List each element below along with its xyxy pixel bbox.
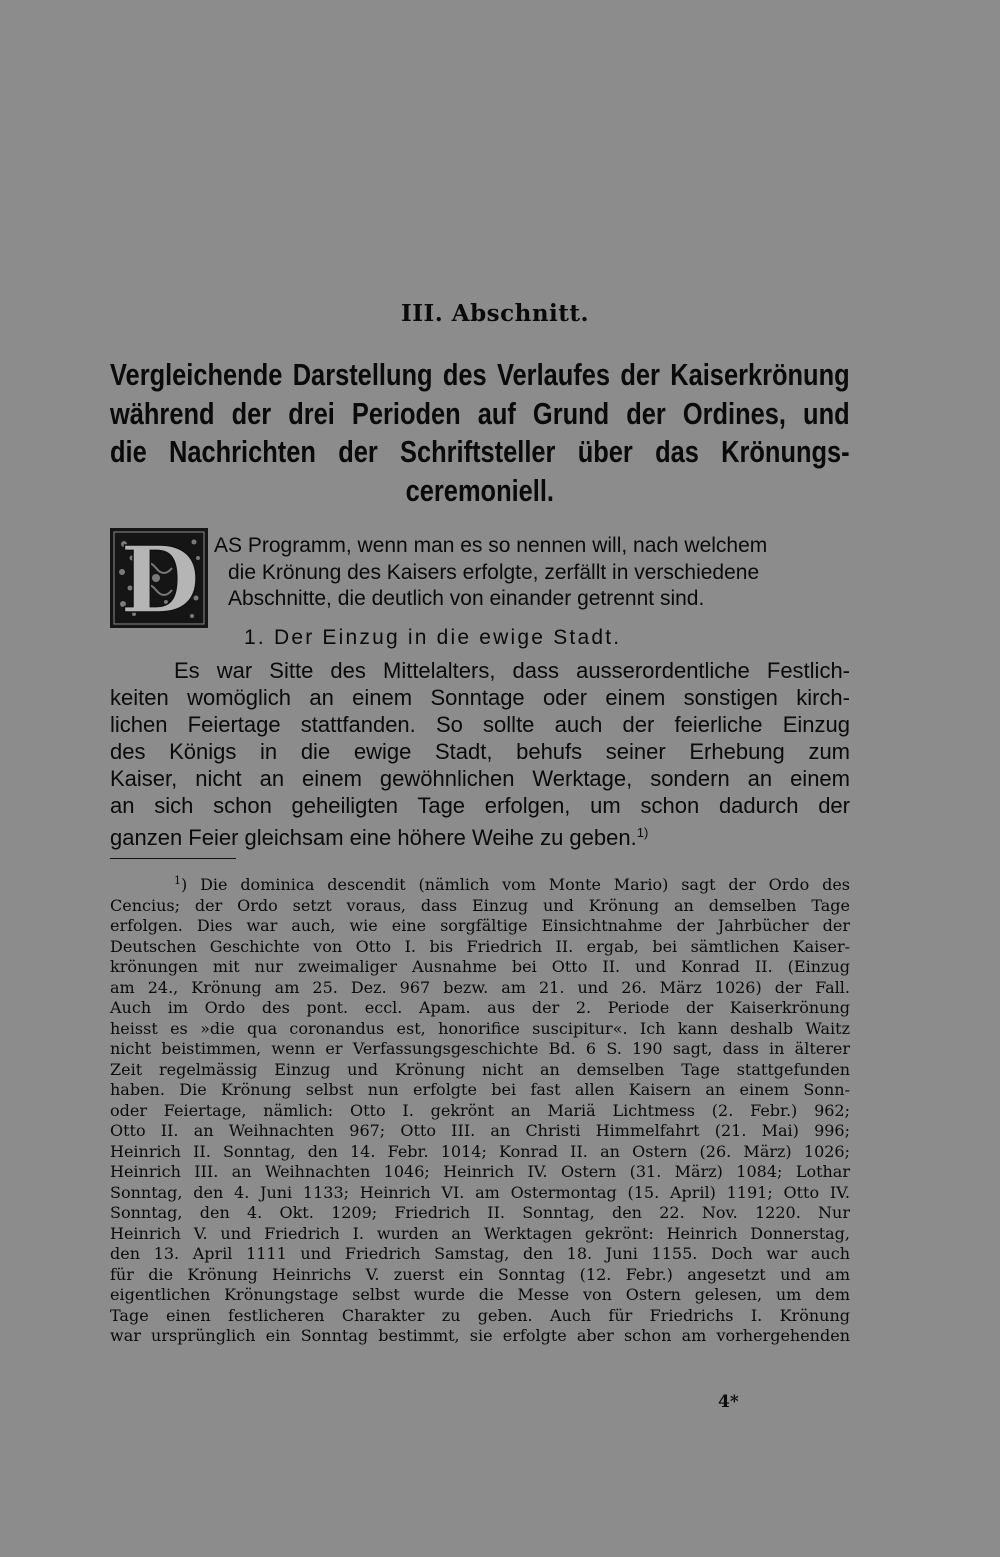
body-line-text: ganzen Feier gleichsam eine höhere Weihe zu geben. xyxy=(110,825,637,850)
intro-line: die Krönung des Kaisers erfolgte, zerfällt in verschiedene xyxy=(228,560,760,584)
body-line: des Königs in die ewige Stadt, behufs seiner Erhebung zum xyxy=(110,739,850,764)
intro-line: AS Programm, wenn man es so nennen will, nach welchem xyxy=(214,534,768,557)
footnote-line: Sonntag, den 4. Okt. 1209; Friedrich II. Sonntag, den 22. Nov. 1220. Nur xyxy=(110,1203,850,1222)
footnote-line: erfolgen. Dies war auch, wie eine sorgfältige Einsichtnahme der Jahrbücher der xyxy=(110,916,850,935)
intro-paragraph xyxy=(214,533,850,613)
footnote-line: heisst es »die qua coronandus est, honorifice suscipitur«. Ich kann deshalb Waitz xyxy=(110,1018,850,1038)
footnote-line: krönungen mit nur zweimaliger Ausnahme bei Otto II. und Konrad II. (Einzug xyxy=(110,957,850,976)
body-line: keiten womöglich an einem Sonntage oder einem sonstigen kirch- xyxy=(110,685,850,710)
footnote-line: den 13. April 1111 und Friedrich Samstag, den 18. Juni 1155. Doch war auch xyxy=(110,1244,850,1263)
footnote-line: Sonntag, den 4. Juni 1133; Heinrich VI. am Ostermontag (15. April) 1191; Otto IV. xyxy=(110,1182,850,1202)
footnote-line: Auch im Ordo des pont. eccl. Apam. aus der 2. Periode der Kaiserkrönung xyxy=(110,998,850,1017)
decorative-initial-d xyxy=(110,528,208,628)
footnote-line-text: Die dominica descendit (nämlich vom Monte Mario) sagt der Ordo des xyxy=(200,875,851,894)
body-line: an sich schon geheiligten Tage erfolgen, um schon dadurch der xyxy=(110,793,850,818)
body-line: Es war Sitte des Mittelalters, dass ausserordentliche Festlich- xyxy=(174,658,850,683)
footnote-line: Tage einen festlicheren Charakter zu geben. Auch für Friedrichs I. Krönung xyxy=(110,1305,850,1325)
title-line: die Nachrichten der Schriftsteller über das Krönungs- xyxy=(110,434,850,469)
footnote-line: für die Krönung Heinrichs V. zuerst ein Sonntag (12. Febr.) angesetzt und am xyxy=(110,1264,850,1284)
subsection-heading: 1. Der Einzug in die ewige Stadt. xyxy=(244,626,622,649)
page-number: 4* xyxy=(718,1392,739,1412)
body-paragraph xyxy=(110,657,850,851)
body-line xyxy=(110,819,850,851)
intro-line: Abschnitte, die deutlich von einander getrennt sind. xyxy=(228,587,705,610)
section-heading: III. Abschnitt. xyxy=(400,300,590,327)
title-line: ceremoniell. xyxy=(405,472,554,508)
footnote-line: haben. Die Krönung selbst nun erfolgte bei fast allen Kaisern an einem Sonn- xyxy=(110,1080,850,1099)
footnote-divider xyxy=(110,858,236,859)
footnote-line: Zeit regelmässig Einzug und Krönung nicht an demselben Tage stattgefunden xyxy=(110,1059,850,1079)
body-line: lichen Feiertage stattfanden. So sollte auch der feierliche Einzug xyxy=(110,712,850,737)
title-line: Vergleichende Darstellung des Verlaufes der Kaiserkrönung xyxy=(110,357,850,392)
footnote-line: oder Feiertage, nämlich: Otto I. gekrönt an Mariä Lichtmess (2. Febr.) 962; xyxy=(110,1100,850,1120)
footnote-line: am 24., Krönung am 25. Dez. 967 bezw. am 21. und 26. März 1026) der Fall. xyxy=(110,977,850,997)
document-page xyxy=(110,0,850,1557)
svg-text:D: D xyxy=(120,528,200,628)
footnote-line: Heinrich III. an Weihnachten 1046; Heinrich IV. Ostern (31. März) 1084; Lothar xyxy=(110,1162,850,1181)
footnote-line: war ursprünglich ein Sonntag bestimmt, sie erfolgte aber schon am vorhergehenden xyxy=(110,1326,850,1345)
footnote-line: $^1$) Die dominica descendit (nämlich vom Monte Mario) sagt der Ordo des xyxy=(174,874,851,894)
footnote xyxy=(110,871,850,1347)
body-line: Kaiser, nicht an einem gewöhnlichen Werktage, sondern an einem xyxy=(110,766,850,791)
footnote-reference: 1) xyxy=(636,825,649,840)
footnote-line: Heinrich II. Sonntag, den 14. Febr. 1014; Konrad II. an Ostern (26. März) 1026; xyxy=(110,1141,850,1161)
footnote-line: Cencius; der Ordo setzt voraus, dass Einzug und Krönung an demselben Tage xyxy=(110,895,850,915)
footnote-line: Otto II. an Weihnachten 967; Otto III. an Christi Himmelfahrt (21. Mai) 996; xyxy=(110,1121,850,1140)
footnote-number: 1 xyxy=(174,874,181,887)
chapter-title xyxy=(110,356,850,510)
footnote-line: nicht beistimmen, wenn er Verfassungsgeschichte Bd. 6 S. 190 sagt, dass in älterer xyxy=(110,1039,850,1058)
footnote-line: Deutschen Geschichte von Otto I. bis Friedrich II. ergab, bei sämtlichen Kaiser- xyxy=(110,936,850,956)
footnote-line: eigentlichen Krönungstage selbst wurde die Messe von Ostern gelesen, um dem xyxy=(110,1285,850,1304)
title-line: während der drei Perioden auf Grund der Ordines, und xyxy=(110,395,850,431)
footnote-line: Heinrich V. und Friedrich I. wurden an Werktagen gekrönt: Heinrich Donnerstag, xyxy=(110,1223,850,1243)
